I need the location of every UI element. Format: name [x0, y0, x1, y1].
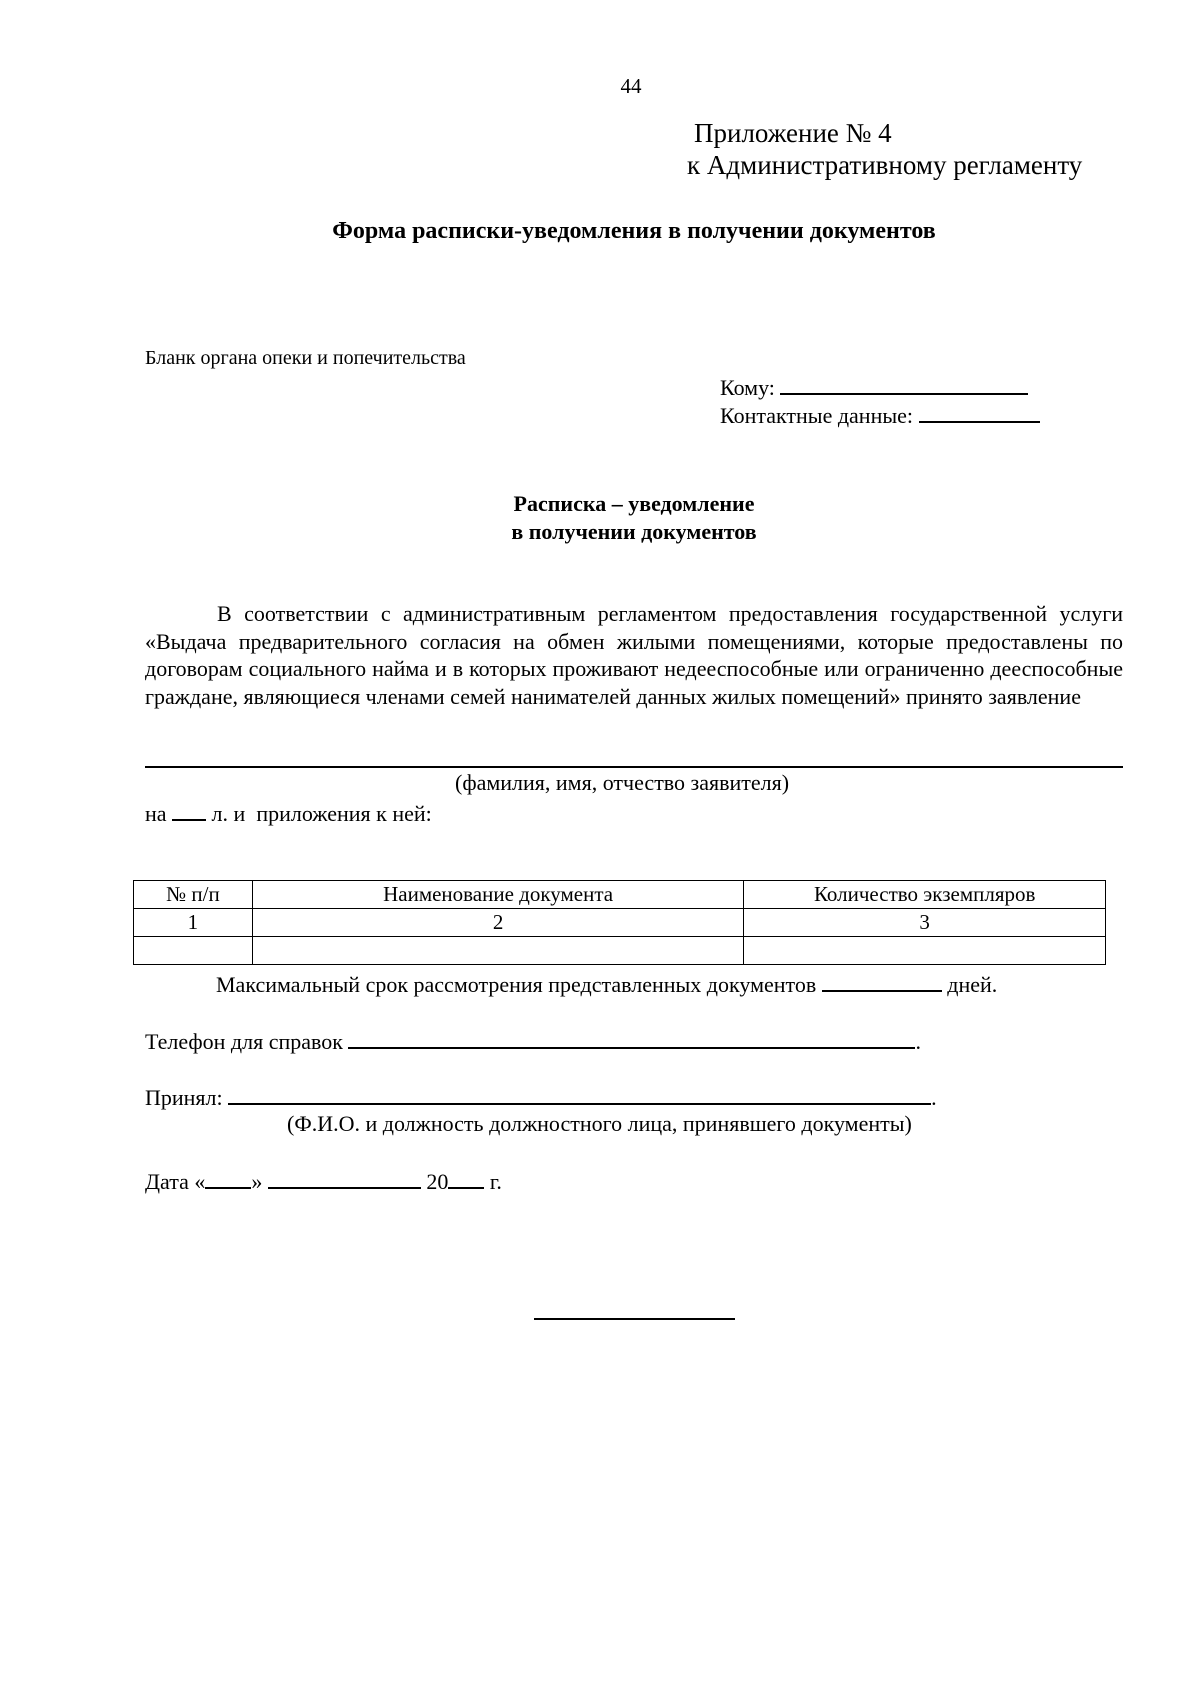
phone-label: Телефон для справок	[145, 1029, 343, 1054]
accepted-by-blank	[228, 1083, 931, 1105]
applicant-name-caption: (фамилия, имя, отчество заявителя)	[455, 770, 790, 795]
receipt-title-line2: в получении документов	[511, 519, 757, 544]
recipient-to-line	[720, 373, 1028, 401]
table-cell	[744, 937, 1106, 965]
pages-suffix: приложения к ней:	[256, 801, 432, 826]
max-term-unit: дней.	[947, 972, 998, 997]
header-copies-count: Количество экземпляров	[744, 881, 1106, 909]
recipient-contacts-blank	[919, 401, 1040, 423]
pages-count-line	[145, 799, 432, 827]
accepted-by-caption: (Ф.И.О. и должность должностного лица, принявшего документы)	[287, 1111, 912, 1136]
table-row	[134, 937, 1106, 965]
pages-count-blank	[172, 799, 206, 821]
table-cell: 1	[134, 909, 253, 937]
recipient-contacts-label: Контактные данные:	[720, 403, 913, 428]
date-year-blank	[448, 1167, 484, 1189]
date-day-blank	[205, 1167, 251, 1189]
header-number: № п/п	[134, 881, 253, 909]
end-separator-line	[534, 1318, 735, 1320]
appendix-number: Приложение № 4	[694, 118, 892, 148]
table-cell	[252, 937, 743, 965]
phone-end: .	[915, 1029, 921, 1054]
recipient-to-blank	[780, 373, 1028, 395]
phone-line	[145, 1027, 921, 1055]
date-line	[145, 1167, 502, 1195]
date-month-blank	[268, 1167, 421, 1189]
table-cell: 2	[252, 909, 743, 937]
table-header-row	[134, 881, 1106, 909]
accepted-by-line	[145, 1083, 937, 1111]
recipient-to-label: Кому:	[720, 375, 775, 400]
receipt-title	[0, 490, 1200, 546]
table-cell: 3	[744, 909, 1106, 937]
receipt-title-line1: Расписка – уведомление	[513, 491, 755, 516]
recipient-contacts-line	[720, 401, 1040, 429]
date-label: Дата «	[145, 1169, 206, 1194]
table-cell	[134, 937, 253, 965]
accepted-by-label: Принял:	[145, 1085, 223, 1110]
pages-middle: л. и	[211, 801, 246, 826]
max-term-label: Максимальный срок рассмотрения представленных документов	[216, 972, 817, 997]
page-number: 44	[620, 74, 642, 98]
date-year-suffix: г.	[489, 1169, 502, 1194]
pages-prefix: на	[145, 801, 167, 826]
documents-table	[133, 880, 1106, 965]
max-term-line	[216, 970, 997, 998]
date-year-prefix: 20	[426, 1169, 449, 1194]
max-term-blank	[822, 970, 942, 992]
date-quote-close: »	[251, 1169, 263, 1194]
applicant-name-blank	[145, 766, 1123, 768]
table-row	[134, 909, 1106, 937]
accepted-by-end: .	[931, 1085, 937, 1110]
phone-blank	[348, 1027, 915, 1049]
form-title: Форма расписки-уведомления в получении документов	[332, 218, 936, 244]
authority-blank-label: Бланк органа опеки и попечительства	[145, 347, 466, 369]
receipt-body-paragraph: В соответствии с административным регламентом предоставления государственной услуги «Выдача предварительного согласия на обмен жилыми помещениями, которые предоставлены по договорам социального найма и в которых проживают недееспособные или ограниченно дееспособные граждане, являющиеся членами семей нанимателей данных жилых помещений» принято заявление	[145, 601, 1123, 709]
appendix-reference: к Административному регламенту	[687, 150, 1083, 180]
header-document-name: Наименование документа	[252, 881, 743, 909]
